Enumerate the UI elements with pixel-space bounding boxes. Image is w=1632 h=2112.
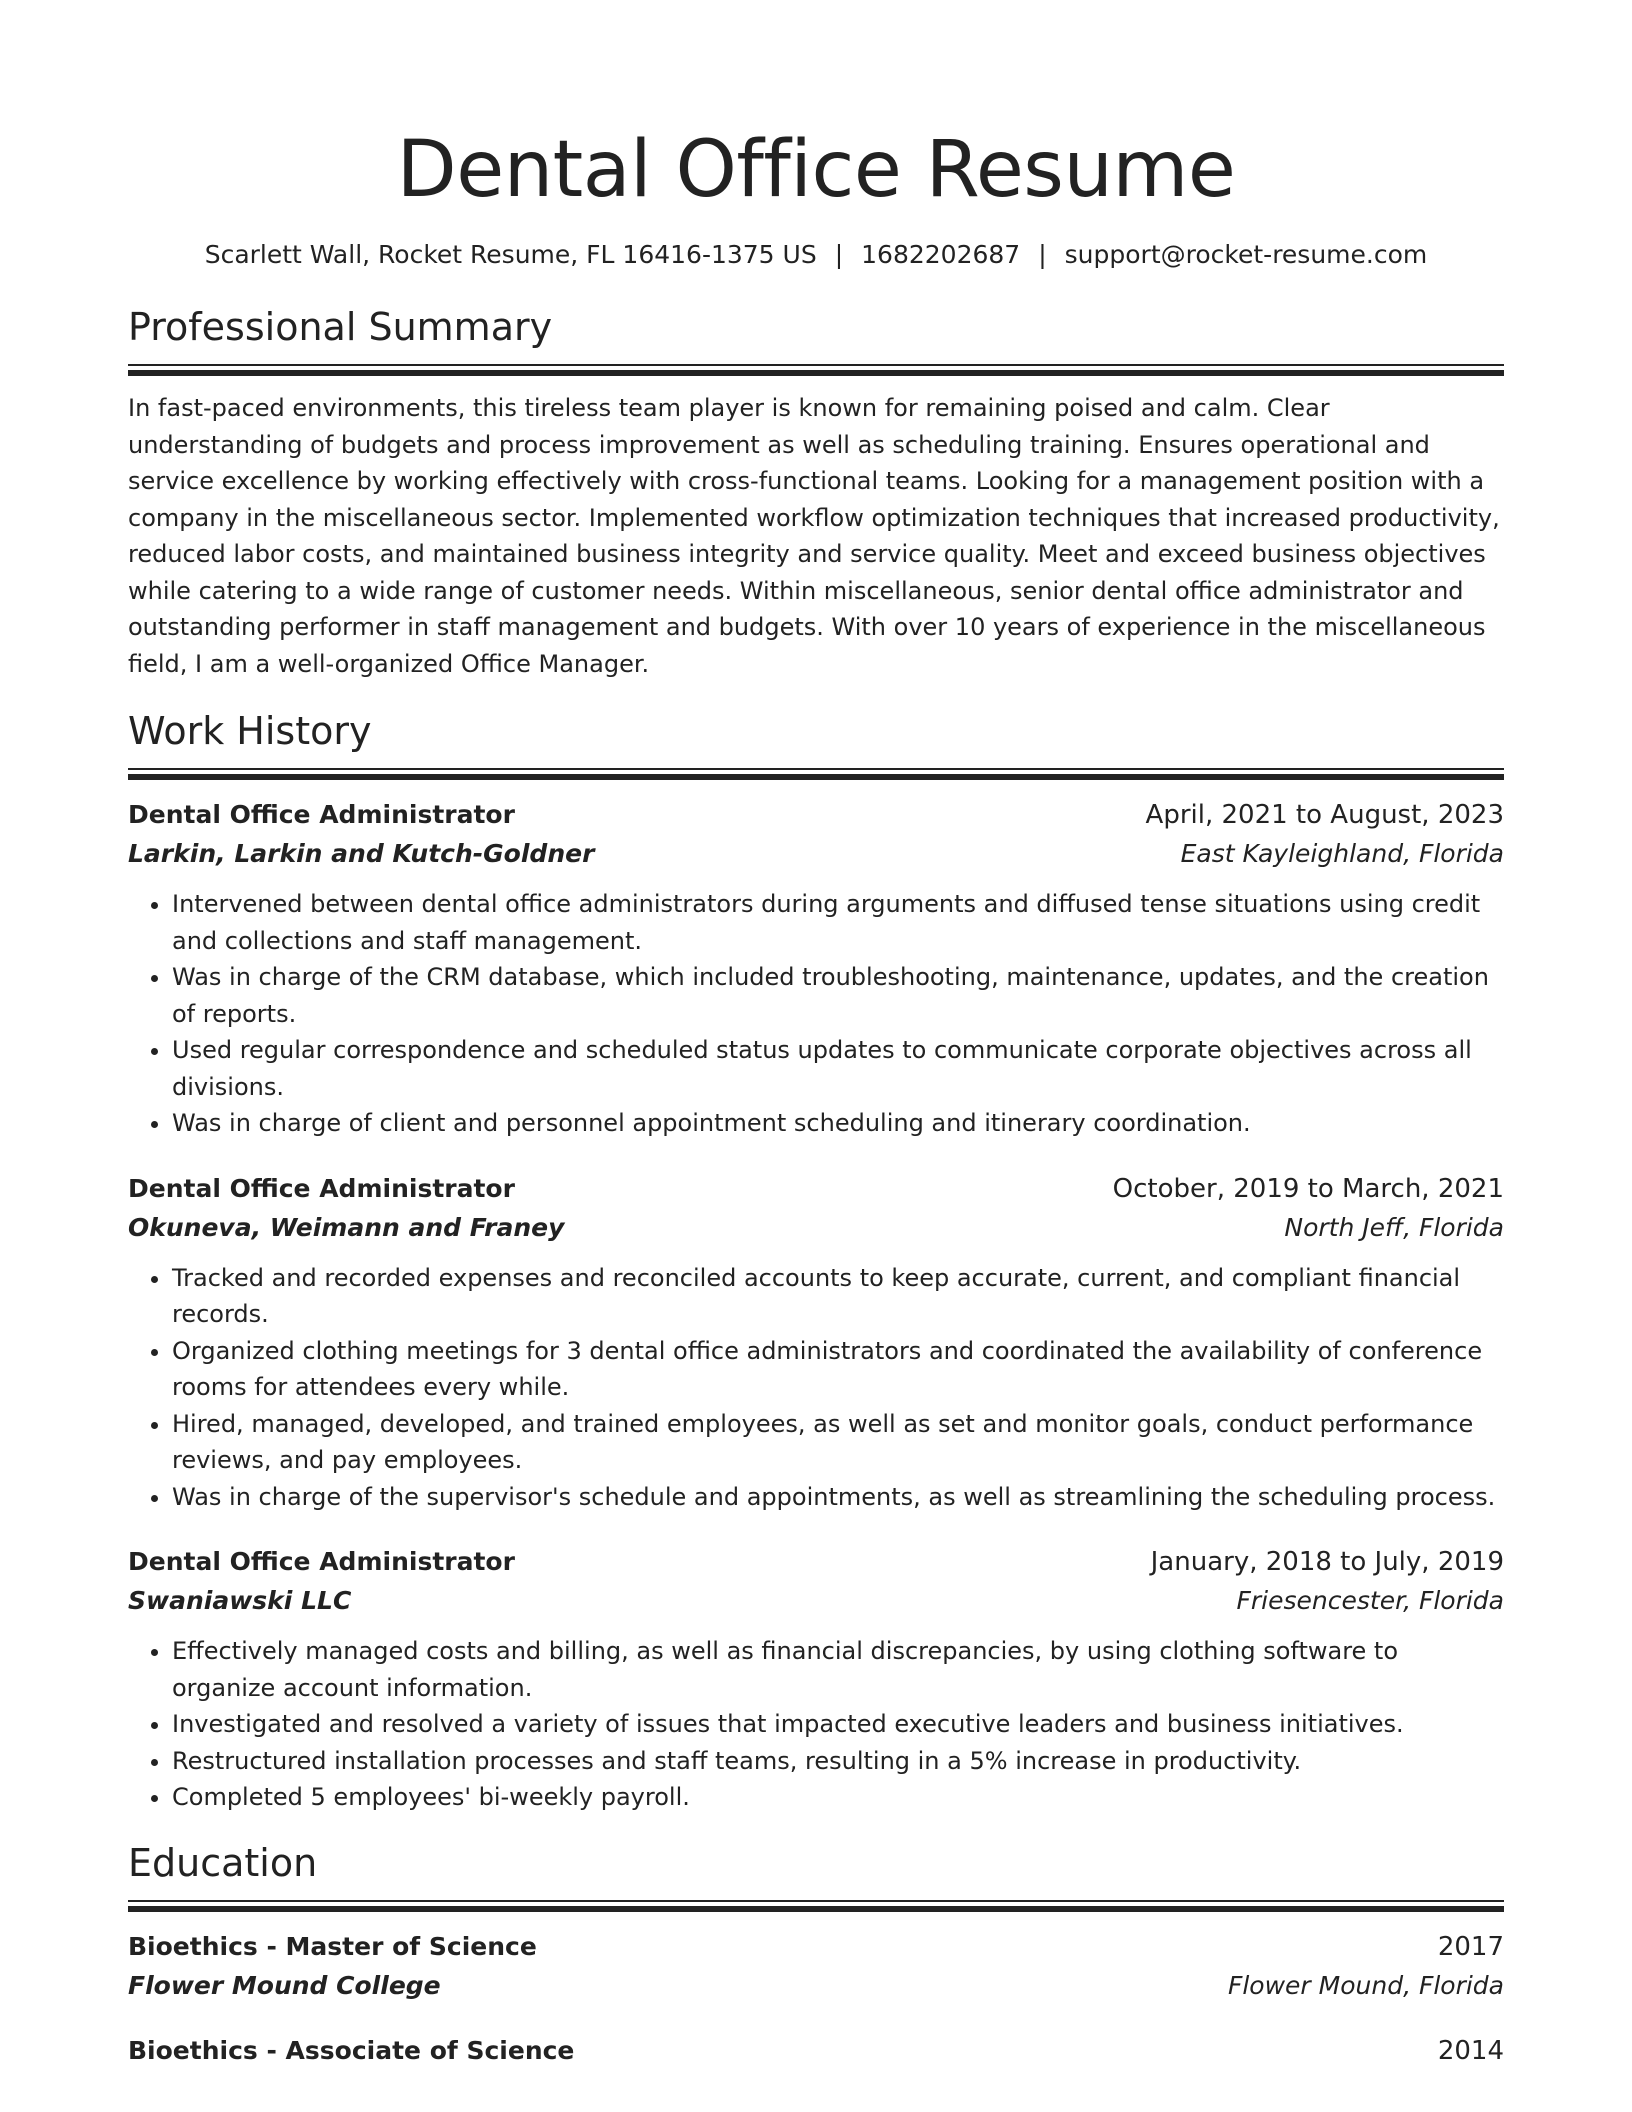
section-heading-summary: Professional Summary [128,305,553,349]
job-title: Dental Office Administrator [128,1173,515,1203]
education-section [128,1838,1504,2070]
list-item: • Used regular correspondence and scheduled status updates to communicate corporate objectives across all divisions. [172,1032,1504,1105]
education-school: Flower Mound College [128,1970,441,2000]
work-history-section [128,706,1504,1816]
section-heading-education: Education [128,1840,318,1885]
contact-separator: | [834,240,844,269]
job-title: Dental Office Administrator [128,800,515,829]
list-item: • Intervened between dental office administrators during arguments and diffused tense situations using credit and collections and staff management. [172,886,1504,959]
education-degree: Bioethics - Associate of Science [128,2035,575,2065]
summary-section [128,302,1504,682]
contact-email: support@rocket-resume.com [1064,240,1428,269]
contact-address: Scarlett Wall, Rocket Resume, FL 16416-1375 US [204,240,817,269]
resume-content [128,0,1504,2070]
section-divider [128,1900,1504,1912]
job-bullets [128,1260,1504,1516]
list-item: • Tracked and recorded expenses and reconciled accounts to keep accurate, current, and compliant financial records. [172,1260,1504,1333]
job-location: Friesencester, Florida [1236,1586,1504,1615]
education-entry [128,2032,1504,2070]
job-bullets [128,1633,1504,1816]
list-item: • Hired, managed, developed, and trained employees, as well as set and monitor goals, conduct performance reviews, and pay employees. [172,1406,1504,1479]
education-year: 2017 [1437,1931,1504,1962]
section-divider [128,768,1504,780]
job-entry [128,796,1504,1142]
job-dates: January, 2018 to July, 2019 [1150,1547,1504,1577]
job-location: North Jeff, Florida [1284,1212,1504,1242]
education-location: Flower Mound, Florida [1227,1970,1504,2000]
job-entry [128,1543,1504,1816]
list-item: • Was in charge of the CRM database, which included troubleshooting, maintenance, updates, and the creation of reports. [172,959,1504,1032]
section-divider [128,364,1504,376]
list-item: • Investigated and resolved a variety of issues that impacted executive leaders and business initiatives. [172,1706,1504,1743]
job-company: Okuneva, Weimann and Franey [128,1212,565,1242]
job-title: Dental Office Administrator [128,1547,515,1576]
contact-line [128,238,1504,272]
resume-title: Dental Office Resume [396,125,1236,215]
job-dates: October, 2019 to March, 2021 [1112,1173,1504,1204]
education-year: 2014 [1437,2035,1504,2066]
job-dates: April, 2021 to August, 2023 [1145,800,1504,830]
contact-separator: | [1038,240,1047,269]
education-degree: Bioethics - Master of Science [128,1931,537,1961]
job-company: Swaniawski LLC [128,1586,352,1615]
list-item: • Was in charge of the supervisor's schedule and appointments, as well as streamlining the scheduling process. [172,1479,1504,1516]
section-heading-work-history: Work History [128,709,372,753]
education-entry [128,1928,1504,2006]
list-item: • Completed 5 employees' bi-weekly payroll. [172,1779,1504,1816]
job-entry [128,1170,1504,1516]
job-company: Larkin, Larkin and Kutch-Goldner [128,839,595,868]
list-item: • Organized clothing meetings for 3 dental office administrators and coordinated the availability of conference rooms for attendees every while. [172,1333,1504,1406]
list-item: • Effectively managed costs and billing, as well as financial discrepancies, by using clothing software to organize account information. [172,1633,1504,1706]
summary-text: In fast-paced environments, this tireless team player is known for remaining poised and calm. Clear understanding of budgets and process improvement as well as scheduling training. Ensures operational and service excellence by working effectively with cross-functional teams. Looking for a management position with a company in the miscellaneous sector. Implemented workflow optimization techniques that increased productivity, reduced labor costs, and maintained business integrity and service quality. Meet and exceed business objectives while catering to a wide range of customer needs. Within miscellaneous, senior dental office administrator and outstanding performer in staff management and budgets. With over 10 years of experience in the miscellaneous field, I am a well-organized Office Manager. [128,394,1500,678]
contact-phone: 1682202687 [861,240,1021,269]
list-item: • Restructured installation processes and staff teams, resulting in a 5% increase in productivity. [172,1743,1504,1780]
job-location: East Kayleighland, Florida [1180,839,1504,868]
list-item: • Was in charge of client and personnel appointment scheduling and itinerary coordination. [172,1105,1504,1142]
job-bullets [128,886,1504,1142]
